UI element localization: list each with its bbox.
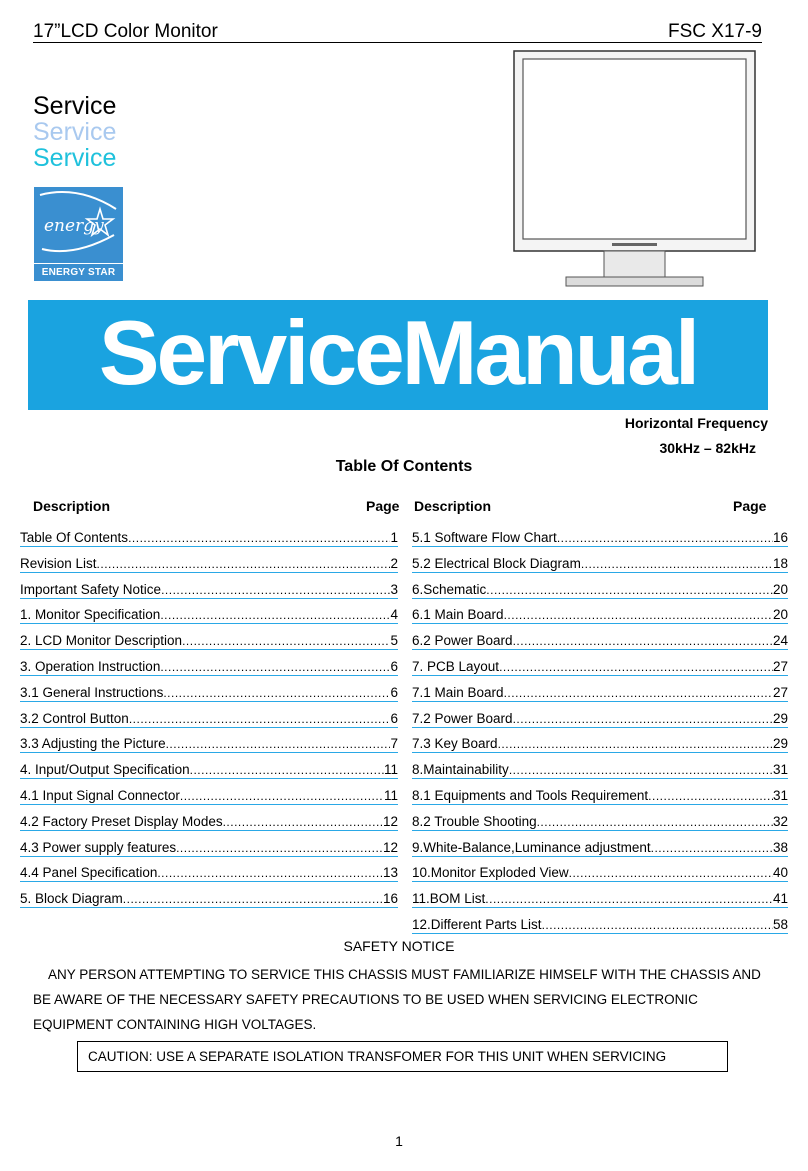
toc-entry-page: 13 xyxy=(382,865,398,881)
toc-entry[interactable] xyxy=(412,582,788,608)
toc-entry[interactable] xyxy=(412,607,788,633)
toc-entry-title: 1. Monitor Specification xyxy=(20,607,161,623)
toc-entry-leader xyxy=(161,583,390,599)
lcd-monitor-illustration xyxy=(512,50,757,295)
toc-entry-leader xyxy=(569,866,773,882)
toc-entry[interactable] xyxy=(20,865,398,891)
safety-notice-text: ANY PERSON ATTEMPTING TO SERVICE THIS CHASSIS MUST FAMILIARIZE HIMSELF WITH THE CHASSIS AND BE AWARE OF THE NECESSARY SAFETY PRECAUTIONS TO BE USED WHEN SERVICING ELECTRONIC EQUIPMENT CONTAINING HIGH VOLTAGES. xyxy=(33,967,761,1032)
toc-entry-title: 8.Maintainability xyxy=(412,762,509,778)
toc-entry[interactable] xyxy=(20,788,398,814)
toc-entry-leader xyxy=(537,815,773,831)
toc-entry-page: 18 xyxy=(772,555,788,571)
toc-left-column xyxy=(20,530,398,917)
toc-entry[interactable] xyxy=(412,659,788,685)
energy-star-logo xyxy=(34,187,123,281)
frequency-label: Horizontal Frequency xyxy=(624,415,768,431)
page-number: 1 xyxy=(395,1133,403,1149)
toc-entry[interactable] xyxy=(20,762,398,788)
toc-entry-leader xyxy=(97,557,391,573)
toc-entry-leader xyxy=(166,737,391,753)
service-word-light-blue: Service xyxy=(33,118,117,146)
toc-entry-leader xyxy=(513,634,773,650)
toc-entry-leader xyxy=(190,763,384,779)
toc-entry-leader xyxy=(123,892,383,908)
toc-entry[interactable] xyxy=(412,788,788,814)
toc-entry-leader xyxy=(160,608,390,624)
frequency-value: 30kHz – 82kHz xyxy=(659,440,756,456)
toc-entry-title: 3.3 Adjusting the Picture xyxy=(20,736,166,752)
toc-left-description-header: Description xyxy=(33,498,111,514)
toc-entry-title: 3.1 General Instructions xyxy=(20,684,164,700)
toc-entry-leader xyxy=(513,712,773,728)
toc-entry-leader xyxy=(504,686,773,702)
toc-entry-leader xyxy=(160,660,390,676)
caution-box: CAUTION: USE A SEPARATE ISOLATION TRANSFOMER FOR THIS UNIT WHEN SERVICING xyxy=(77,1041,728,1072)
toc-entry-title: 5.1 Software Flow Chart xyxy=(412,530,557,545)
toc-entry-page: 38 xyxy=(772,839,788,855)
toc-right-page-header: Page xyxy=(733,498,767,514)
service-word-cyan: Service xyxy=(33,144,117,172)
toc-entry-page: 3 xyxy=(390,581,398,597)
toc-entry-page: 58 xyxy=(772,916,788,932)
toc-entry-page: 41 xyxy=(772,891,788,907)
document-model-title: 17”LCD Color Monitor xyxy=(33,21,218,42)
toc-entry[interactable] xyxy=(412,814,788,840)
toc-entry-page: 29 xyxy=(772,710,788,726)
toc-entry[interactable] xyxy=(20,711,398,737)
toc-entry-title: 7.1 Main Board xyxy=(412,684,504,700)
toc-entry-title: Table Of Contents xyxy=(20,530,129,545)
toc-entry-page: 6 xyxy=(390,710,398,726)
toc-entry[interactable] xyxy=(20,582,398,608)
toc-entry[interactable] xyxy=(412,711,788,737)
toc-entry[interactable] xyxy=(20,607,398,633)
toc-entry-page: 12 xyxy=(382,813,398,829)
toc-entry[interactable] xyxy=(20,633,398,659)
toc-entry-leader xyxy=(557,531,773,547)
toc-entry-leader xyxy=(499,660,773,676)
toc-entry-leader xyxy=(581,557,773,573)
toc-entry-title: 7.2 Power Board xyxy=(412,710,513,726)
toc-entry-title: 6.Schematic xyxy=(412,581,487,597)
toc-entry[interactable] xyxy=(20,556,398,582)
toc-entry-page: 29 xyxy=(772,736,788,752)
toc-entry-title: 2. LCD Monitor Description xyxy=(20,633,183,649)
toc-entry-page: 32 xyxy=(772,813,788,829)
toc-entry-title: Important Safety Notice xyxy=(20,581,162,597)
toc-entry-page: 31 xyxy=(772,762,788,778)
toc-entry-leader xyxy=(163,686,390,702)
toc-right-column xyxy=(412,530,788,943)
safety-notice-body xyxy=(33,962,773,1037)
toc-entry-page: 7 xyxy=(390,736,398,752)
toc-entry-page: 40 xyxy=(772,865,788,881)
toc-entry-leader xyxy=(180,789,384,805)
toc-entry-page: 31 xyxy=(772,787,788,803)
toc-entry-page: 20 xyxy=(772,607,788,623)
toc-entry-title: 8.1 Equipments and Tools Requirement xyxy=(412,787,649,803)
toc-entry-page: 27 xyxy=(772,684,788,700)
service-word-black: Service xyxy=(33,92,117,120)
toc-entry-leader xyxy=(128,531,390,547)
toc-entry[interactable] xyxy=(412,840,788,866)
header-divider xyxy=(33,42,762,43)
toc-entry-title: 4.3 Power supply features xyxy=(20,839,177,855)
toc-entry-title: 7.3 Key Board xyxy=(412,736,498,752)
toc-entry[interactable] xyxy=(412,530,788,556)
toc-entry-page: 6 xyxy=(390,684,398,700)
toc-entry-leader xyxy=(498,737,773,753)
toc-entry-title: 5. Block Diagram xyxy=(20,891,123,907)
toc-entry-leader xyxy=(648,789,773,805)
toc-entry-leader xyxy=(504,608,773,624)
toc-entry-title: 4. Input/Output Specification xyxy=(20,762,190,778)
toc-entry[interactable] xyxy=(412,891,788,917)
toc-entry-page: 24 xyxy=(772,633,788,649)
energy-star-divider xyxy=(34,263,123,264)
toc-entry-title: 4.4 Panel Specification xyxy=(20,865,158,881)
toc-entry-leader xyxy=(509,763,773,779)
toc-entry-leader xyxy=(157,866,383,882)
svg-text:energy: energy xyxy=(44,216,104,236)
toc-entry-page: 4 xyxy=(390,607,398,623)
toc-entry-page: 16 xyxy=(772,530,788,545)
toc-entry[interactable] xyxy=(412,556,788,582)
toc-left-page-header: Page xyxy=(366,498,400,514)
toc-entry-leader xyxy=(129,712,391,728)
toc-entry-title: Revision List xyxy=(20,555,97,571)
toc-entry-page: 16 xyxy=(382,891,398,907)
toc-entry-leader xyxy=(176,841,383,857)
toc-entry-title: 3.2 Control Button xyxy=(20,710,129,726)
toc-entry[interactable] xyxy=(412,685,788,711)
toc-entry-page: 11 xyxy=(383,787,398,803)
toc-right-description-header: Description xyxy=(414,498,492,514)
toc-entry-title: 6.2 Power Board xyxy=(412,633,513,649)
toc-entry-page: 12 xyxy=(382,839,398,855)
toc-entry-title: 4.1 Input Signal Connector xyxy=(20,787,180,803)
toc-entry-title: 6.1 Main Board xyxy=(412,607,504,623)
banner-title: ServiceManual xyxy=(98,303,698,404)
toc-entry[interactable] xyxy=(412,762,788,788)
toc-entry-page: 1 xyxy=(390,530,398,545)
toc-entry[interactable] xyxy=(20,736,398,762)
toc-entry-page: 20 xyxy=(772,581,788,597)
toc-entry[interactable] xyxy=(20,840,398,866)
toc-entry-title: 12.Different Parts List xyxy=(412,916,542,932)
toc-entry-leader xyxy=(486,583,773,599)
toc-entry[interactable] xyxy=(20,814,398,840)
toc-entry-leader xyxy=(485,892,773,908)
toc-entry-leader xyxy=(651,841,773,857)
toc-entry[interactable] xyxy=(20,891,398,917)
toc-entry[interactable] xyxy=(20,530,398,556)
toc-entry-title: 10.Monitor Exploded View xyxy=(412,865,569,881)
toc-entry[interactable] xyxy=(412,865,788,891)
service-manual-banner xyxy=(28,300,768,410)
toc-entry-title: 11.BOM List xyxy=(412,891,486,907)
toc-entry[interactable] xyxy=(20,659,398,685)
toc-entry-title: 5.2 Electrical Block Diagram xyxy=(412,555,581,571)
toc-entry-page: 27 xyxy=(772,658,788,674)
toc-entry[interactable] xyxy=(412,736,788,762)
toc-entry[interactable] xyxy=(412,633,788,659)
document-model-code: FSC X17-9 xyxy=(668,21,762,42)
toc-entry-title: 7. PCB Layout xyxy=(412,658,500,674)
toc-entry-title: 9.White-Balance,Luminance adjustment xyxy=(412,839,651,855)
toc-entry-title: 8.2 Trouble Shooting xyxy=(412,813,537,829)
energy-star-label: ENERGY STAR xyxy=(41,267,116,278)
toc-entry-page: 6 xyxy=(390,658,398,674)
toc-title: Table Of Contents xyxy=(335,458,473,475)
energy-star-emblem-icon xyxy=(34,187,123,259)
toc-entry-leader xyxy=(542,918,773,934)
toc-entry-title: 4.2 Factory Preset Display Modes xyxy=(20,813,223,829)
safety-notice-title: SAFETY NOTICE xyxy=(343,938,455,954)
toc-entry-page: 5 xyxy=(390,633,398,649)
toc-entry-leader xyxy=(182,634,390,650)
toc-entry-page: 2 xyxy=(390,555,398,571)
toc-entry[interactable] xyxy=(20,685,398,711)
toc-entry-leader xyxy=(223,815,383,831)
toc-entry-page: 11 xyxy=(383,762,398,778)
toc-entry-title: 3. Operation Instruction xyxy=(20,658,161,674)
